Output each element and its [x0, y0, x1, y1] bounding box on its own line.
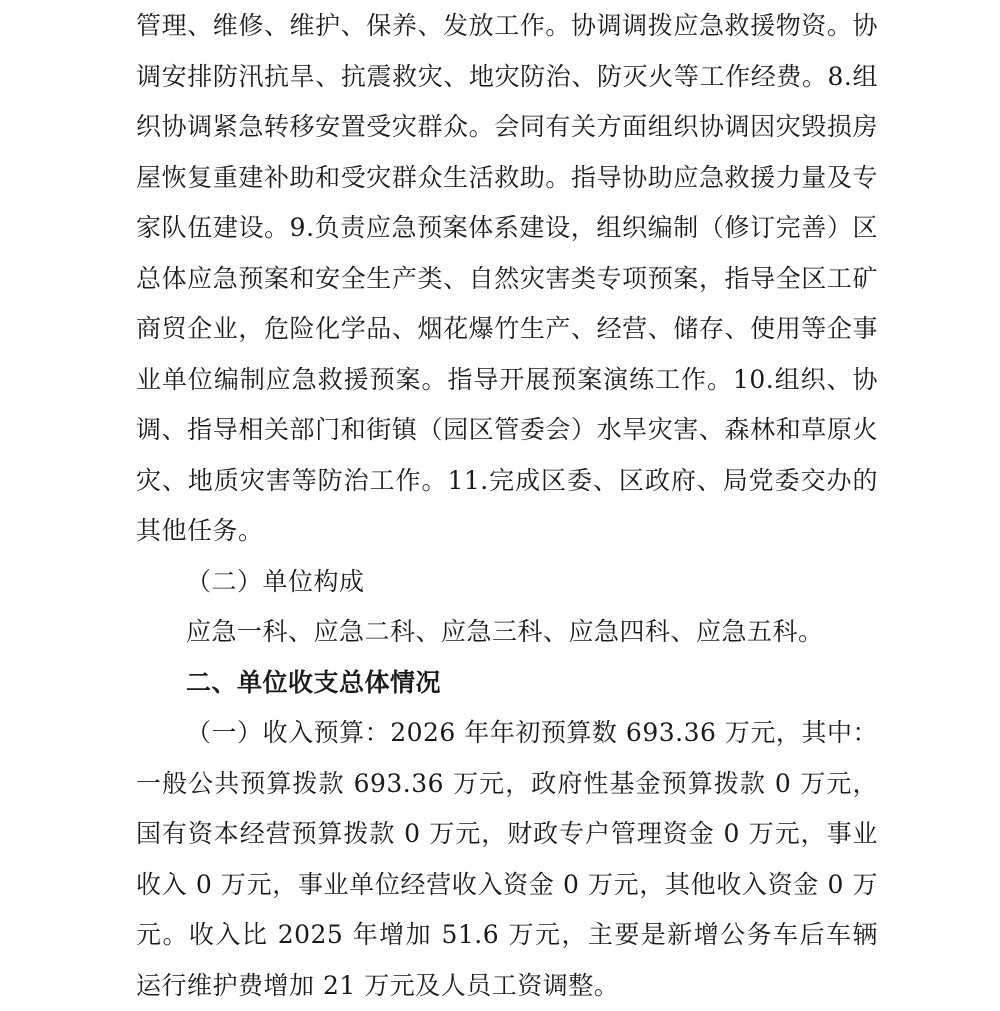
income-budget-paragraph: （一）收入预算：2026 年年初预算数 693.36 万元，其中：一般公共预算拨款 693.36 万元，政府性基金预算拨款 0 万元，国有资本经营预算拨款 0 万元，财政专户管理资金 0 万元，事业收入 0 万元，事业单位经营收入资金 0 万元，其他收入资金 0 万元。收入比 2025 年增加 51.6 万元，主要是新增公务车后车辆运行维护费增加 21 万元及人员工资调整。: [136, 718, 878, 1000]
duties-paragraph: 管理、维修、维护、保养、发放工作。协调调拨应急救援物资。协调安排防汛抗旱、抗震救灾、地灾防治、防灭火等工作经费。8.组织协调紧急转移安置受灾群众。会同有关方面组织协调因灾毁损房屋恢复重建补助和受灾群众生活救助。指导协助应急救援力量及专家队伍建设。9.负责应急预案体系建设，组织编制（修订完善）区总体应急预案和安全生产类、自然灾害类专项预案，指导全区工矿商贸企业，危险化学品、烟花爆竹生产、经营、储存、使用等企事业单位编制应急救援预案。指导开展预案演练工作。10.组织、协调、指导相关部门和街镇（园区管委会）水旱灾害、森林和草原火灾、地质灾害等防治工作。11.完成区委、区政府、局党委交办的其他任务。: [136, 11, 878, 545]
unit-composition-text: 应急一科、应急二科、应急三科、应急四科、应急五科。: [186, 617, 824, 646]
document-page: [136, 0, 878, 1011]
unit-composition-heading: （二）单位构成: [186, 566, 365, 596]
section-heading-income-expenditure: 二、单位收支总体情况: [186, 667, 442, 697]
